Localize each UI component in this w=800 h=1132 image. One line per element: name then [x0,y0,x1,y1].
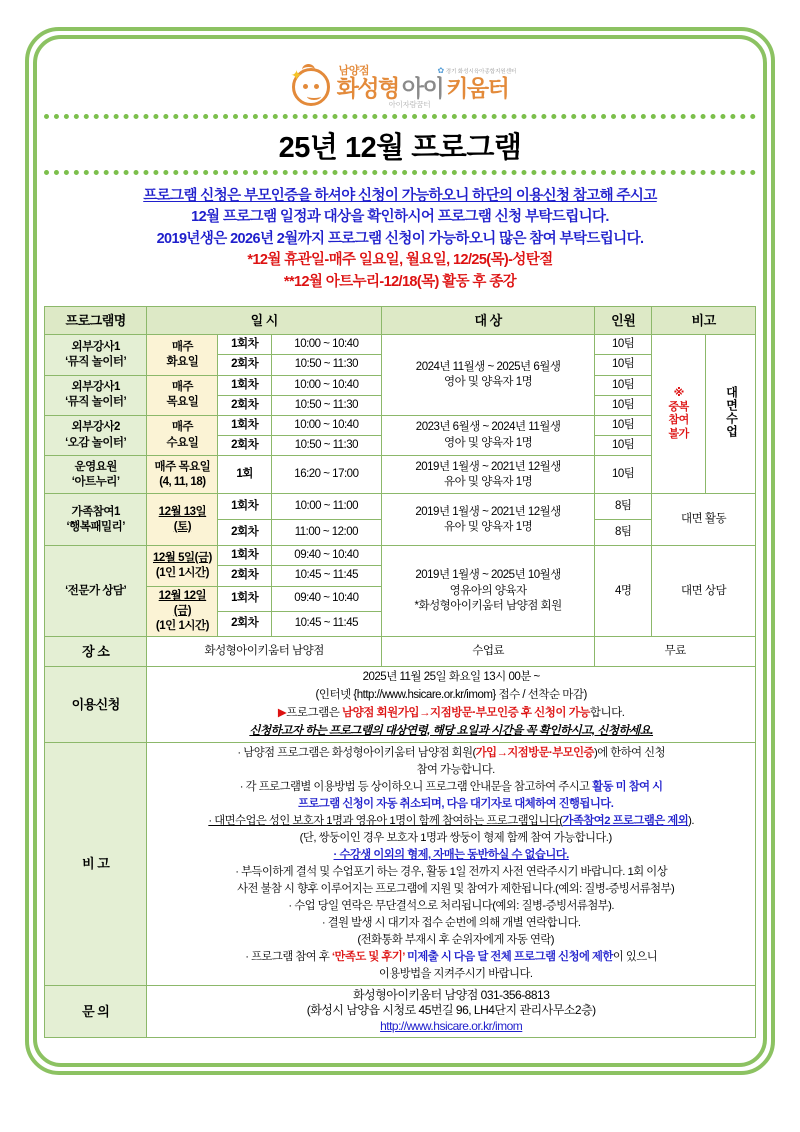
cell-program-name [45,335,147,375]
title-band [44,114,756,175]
target-line3: *화성형아이키움터 남양점 회원 [414,599,562,612]
cell-capacity: 4명 [595,546,652,637]
gov-text: 경기 화성시육아종합지원센터 [445,68,517,75]
cell-place-label: 장 소 [45,637,147,667]
cell-target [381,335,594,416]
target-line1: 2019년 1월생 ~ 2025년 10월생 [415,569,561,582]
note-3-post: ). [688,815,695,828]
consult-date-2-text: 12월 12일(금) [158,589,207,617]
table-body [45,335,756,1038]
program-name-line1: 운영요원 [74,460,117,473]
day-line2: 수요일 [166,436,199,449]
note-1-cont: 참여 가능합니다. [416,764,495,777]
cell-notes-content [147,743,756,985]
cell-capacity: 10팀 [595,436,652,456]
logo-main-name [336,74,509,101]
cell-session-no: 1회차 [218,546,271,566]
smile-icon [307,93,321,100]
cell-session-time: 09:40 ~ 10:40 [271,546,381,566]
cell-capacity: 10팀 [595,395,652,415]
program-name-line2: ‘뮤직 놀이터’ [65,355,127,368]
cell-session-time: 10:45 ~ 11:45 [271,611,381,636]
note-item: · 수업 당일 연락은 무단결석으로 처리됩니다(예외: 질병-증빙서류첨부). [288,899,615,912]
target-line2: 유아 및 양육자 1명 [444,520,533,533]
intro-line-4-closed-days: *12월 휴관일-매주 일요일, 월요일, 12/25(목)-성탄절 [247,252,553,269]
cell-remark-consult: 대면 상담 [652,546,756,637]
cell-session-time: 09:40 ~ 10:40 [271,586,381,611]
remark-vertical-text: 대면수업 [724,385,739,438]
cell-day [147,415,218,455]
table-row-contact [45,985,756,1037]
note-2-pre: · 각 프로그램별 이용방법 등 상이하오니 프로그램 안내문을 참고하여 주시고 [239,781,593,794]
program-name-line2: ‘뮤직 놀이터’ [65,396,127,409]
star-icon: ✦ [290,66,303,83]
table-row-apply [45,667,756,743]
th-datetime: 일 시 [147,307,382,335]
cell-contact-content [147,985,756,1037]
program-name-line2: ‘아트누리’ [71,475,120,488]
cell-target [381,494,594,546]
table-row-place [45,637,756,667]
day-line2: (4, 11, 18) [159,475,206,488]
program-name-line2: ‘오감 놀이터’ [65,436,127,449]
apply-line-1: 2025년 11월 25일 화요일 13시 00분 ~ [362,671,540,684]
program-schedule-table [44,306,756,1038]
note-item: · 수강생 이외의 형제, 자매는 동반하실 수 없습니다. [333,849,569,862]
apply-line-2: (인터넷 {http://www.hsicare.or.kr/imom} 접수 / 선착순 마감) [315,688,587,701]
logo-government-label [438,66,517,75]
cell-capacity: 8팀 [595,520,652,546]
contact-line-1: 화성형아이키움터 남양점 031-356-8813 [352,987,550,1002]
logo-branch-label: 남양점 [338,64,370,77]
apply-line-4-text: 신청하고자 하는 프로그램의 대상연령, 해당 요일과 시간을 꼭 확인하시고, 신청하세요. [249,724,654,737]
note-8-post: 이 있으니 [612,950,658,963]
target-line2: 영아 및 양육자 1명 [444,436,533,449]
cell-target [381,415,594,455]
cell-session-no: 1회차 [218,494,271,520]
note-1-red: 가입→지점방문·부모인증 [475,747,594,760]
program-name-line1: 가족참여1 [71,505,120,518]
apply-line-3-highlight: 남양점 회원가입→지점방문·부모인증 후 신청이 가능 [342,706,590,719]
logo-word-kiumteo: 키움터 [446,74,509,101]
cell-remark-vertical [706,335,756,494]
cell-remark-duplicate [652,335,706,494]
cell-session-time: 10:50 ~ 11:30 [271,436,381,456]
cell-session-time: 10:00 ~ 11:00 [271,494,381,520]
logo-word-ai: 아이 [401,74,444,101]
consult-duration-1: (1인 1시간) [155,566,209,579]
duplicate-warning [655,387,702,442]
cell-session-no: 2회차 [218,520,271,546]
note-1-post: )에 한하여 신청 [593,747,665,760]
cell-program-name [45,375,147,415]
cell-remark-family: 대면 활동 [652,494,756,546]
note-item: · 결원 발생 시 대기자 접수 순번에 의해 개별 연락합니다. [321,916,581,929]
cell-session-no: 2회차 [218,566,271,586]
cell-session-no: 1회차 [218,586,271,611]
cell-capacity: 10팀 [595,355,652,375]
brand-logo [290,64,517,109]
apply-line-4 [150,723,752,741]
intro-line-1 [44,186,756,207]
day-line1: 매주 목요일 [154,460,211,473]
note-2-cont: 프로그램 신청이 자동 취소되며, 다음 대기자로 대체하여 진행됩니다. [298,798,614,811]
cell-session-time: 10:50 ~ 11:30 [271,355,381,375]
cell-fee-label: 수업료 [381,637,594,667]
intro-line-1-text: 프로그램 신청은 부모인증을 하셔야 신청이 가능하오니 하단의 이용신청 참고해 주시고 [143,188,657,204]
note-item [150,779,752,796]
cell-day [147,586,218,637]
day-line1: 매주 [171,340,194,353]
cell-session-time: 10:00 ~ 10:40 [271,415,381,435]
consult-date-2 [150,589,214,619]
cell-session-time: 10:50 ~ 11:30 [271,395,381,415]
note-2-blue: 활동 미 참여 시 [592,781,663,794]
cell-place-value: 화성형아이키움터 남양점 [147,637,382,667]
table-row [45,456,756,494]
apply-line-3 [150,705,752,723]
cell-day [147,335,218,375]
th-remark: 비고 [652,307,756,335]
cell-session-no: 2회차 [218,436,271,456]
cell-day [147,546,218,586]
cell-apply-content [147,667,756,743]
note-8-cont: 이용방법을 지켜주시기 바랍니다. [378,967,533,980]
note-3-blue: 가족참여2 프로그램은 제외 [562,815,689,828]
cell-session-time: 11:00 ~ 12:00 [271,520,381,546]
intro-line-5-artnuri: **12월 아트누리-12/18(목) 활동 후 종강 [283,273,517,290]
cell-session-no: 1회 [218,456,271,494]
contact-line-2: (화성시 남양읍 시청로 45번길 96, LH4단지 관리사무소2층) [306,1003,596,1018]
th-program: 프로그램명 [45,307,147,335]
consult-duration-2: (1인 1시간) [155,619,209,632]
gov-mark-icon: ✿ [437,65,445,75]
page-title: 25년 12월 프로그램 [278,132,522,164]
note-item [150,813,752,830]
cell-target [381,546,594,637]
note-7-cont: (전화통화 부재시 후 순위자에게 자동 연락) [357,933,555,946]
table-row [45,335,756,355]
target-line1: 2019년 1월생 ~ 2021년 12월생 [415,505,561,518]
intro-block [44,186,756,293]
cell-session-no: 1회차 [218,335,271,355]
logo-header [44,46,756,108]
table-row-notes [45,743,756,985]
note-5-cont: 사전 불참 시 향후 이루어지는 프로그램에 지원 및 참여가 제한됩니다.(예외: 질병-증빙서류첨부) [237,882,675,895]
target-line1: 2024년 11월생 ~ 2025년 6월생 [415,360,561,373]
table-head [45,307,756,335]
note-8-blue: 미제출 시 다음 달 전체 프로그램 신청에 제한 [404,950,613,963]
cell-program-name [45,456,147,494]
contact-url-link[interactable]: http://www.hsicare.or.kr/imom [380,1019,523,1034]
consult-date-1 [150,551,214,566]
cell-day [147,456,218,494]
eye-right-icon [314,84,319,89]
th-target: 대 상 [381,307,594,335]
child-face-icon [292,68,330,106]
day-line2: 목요일 [166,396,199,409]
cell-session-no: 1회차 [218,375,271,395]
duplicate-line3: 불가 [668,428,689,441]
cell-capacity: 10팀 [595,375,652,395]
duplicate-mark: ※ [673,386,684,399]
program-name-line1: 외부강사1 [71,340,120,353]
cell-session-time: 10:00 ~ 10:40 [271,375,381,395]
notes-list [150,745,752,982]
table-header-row [45,307,756,335]
table-row [45,494,756,520]
apply-line-3b: 합니다. [589,706,625,719]
cell-program-name [45,494,147,546]
cell-session-no: 2회차 [218,611,271,636]
cell-session-no: 2회차 [218,395,271,415]
intro-line-2: 12월 프로그램 일정과 대상을 확인하시어 프로그램 신청 부탁드립니다. [191,209,609,226]
target-line2: 영유아의 양육자 [449,584,527,597]
cell-capacity: 8팀 [595,494,652,520]
program-name-line1: 외부강사2 [71,421,120,434]
note-8-pre: · 프로그램 참여 후 [245,950,332,963]
program-name-line2: ‘행복패밀리’ [66,520,125,533]
target-line1: 2019년 1월생 ~ 2021년 12월생 [415,460,561,473]
logo-word-hwaseong: 화성형 [336,74,399,101]
program-name-line1: 외부강사1 [71,381,120,394]
th-capacity: 인원 [595,307,652,335]
cell-capacity: 10팀 [595,456,652,494]
contact-url-wrap[interactable] [150,1019,752,1035]
day-line1: 매주 [171,381,194,394]
cell-day [147,494,218,546]
table-row [45,415,756,435]
cell-apply-label: 이용신청 [45,667,147,743]
cell-fee-value: 무료 [595,637,756,667]
cell-session-no: 1회차 [218,415,271,435]
target-line2: 유아 및 양육자 1명 [444,475,533,488]
duplicate-line2: 참여 [668,414,689,427]
day-line1: 매주 [171,421,194,434]
cell-session-time: 10:00 ~ 10:40 [271,335,381,355]
cell-session-time: 16:20 ~ 17:00 [271,456,381,494]
cell-capacity: 10팀 [595,415,652,435]
cell-capacity: 10팀 [595,335,652,355]
note-item [150,949,752,966]
day-date: 12월 13일(토) [158,505,207,533]
apply-line-3a: 프로그램은 [286,706,343,719]
consult-date-1-text: 12월 5일(금) [152,551,212,564]
cell-program-name [45,415,147,455]
target-line2: 영아 및 양육자 1명 [444,376,533,389]
cell-target [381,456,594,494]
note-8-red: ‘만족도 및 후기’ [331,950,405,963]
duplicate-line1: 중복 [668,400,689,413]
cell-contact-label: 문 의 [45,985,147,1037]
target-line1: 2023년 6월생 ~ 2024년 11월생 [415,421,561,434]
note-1-pre: · 남양점 프로그램은 화성형아이키움터 남양점 회원( [237,747,476,760]
cell-notes-label: 비 고 [45,743,147,985]
cell-session-time: 10:45 ~ 11:45 [271,566,381,586]
note-3-pre: · 대면수업은 성인 보호자 1명과 영유아 1명이 함께 참여하는 프로그램입니다( [208,815,563,828]
cell-program-name: ‘전문가 상담’ [45,546,147,637]
eye-left-icon [303,84,308,89]
table-row [45,546,756,566]
note-item [150,745,752,762]
note-3-cont: (단, 쌍둥이인 경우 보호자 1명과 쌍둥이 형제 함께 참여 가능합니다.) [299,832,612,845]
logo-sub-label: 아이자람꿈터 [388,99,431,109]
note-item: · 부득이하게 결석 및 수업포기 하는 경우, 활동 1일 전까지 사전 연락주시기 바랍니다. 1회 이상 [235,865,668,878]
cell-day [147,375,218,415]
arrow-icon: ▶ [277,706,287,719]
day-line2: 화요일 [166,355,199,368]
cell-session-no: 2회차 [218,355,271,375]
intro-line-3: 2019년생은 2026년 2월까지 프로그램 신청이 가능하오니 많은 참여 부탁드립니다. [156,230,644,247]
